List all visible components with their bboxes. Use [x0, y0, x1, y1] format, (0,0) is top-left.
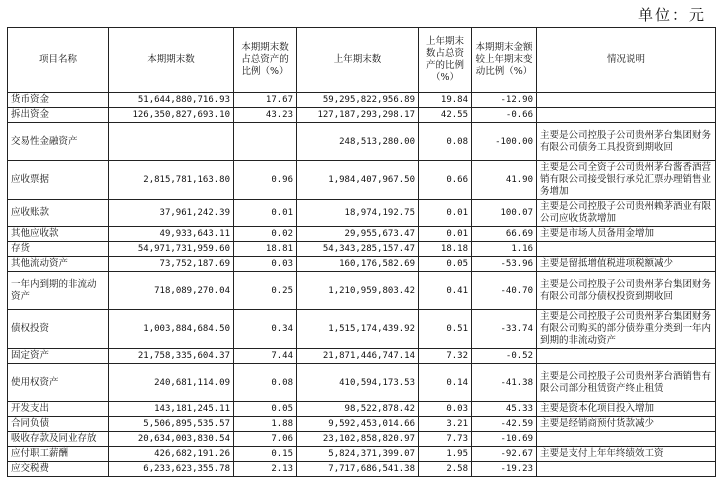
row-change: 66.69: [472, 227, 537, 242]
row-current: [109, 123, 234, 161]
row-current-pct: 2.13: [234, 462, 297, 477]
row-current: 51,644,880,716.93: [109, 93, 234, 108]
row-current-pct: 0.08: [234, 364, 297, 402]
row-prior-pct: 7.32: [419, 349, 472, 364]
row-current: 2,815,781,163.80: [109, 161, 234, 200]
row-current: 54,971,731,959.60: [109, 242, 234, 257]
row-current: 73,752,187.69: [109, 257, 234, 272]
header-prior: 上年期末数: [297, 28, 419, 93]
row-current: 5,506,895,535.57: [109, 417, 234, 432]
row-current-pct: 43.23: [234, 108, 297, 123]
row-current-pct: 7.44: [234, 349, 297, 364]
row-prior: 160,176,582.69: [297, 257, 419, 272]
row-note: 主要是公司控股子公司贵州茅台集团财务有限公司部分债权投资到期收回: [537, 272, 716, 310]
row-item: 货币资金: [8, 93, 109, 108]
row-prior: 9,592,453,014.66: [297, 417, 419, 432]
row-prior: 1,210,959,803.42: [297, 272, 419, 310]
row-change: 100.07: [472, 200, 537, 227]
row-prior-pct: 2.58: [419, 462, 472, 477]
row-change: -92.67: [472, 447, 537, 462]
row-note: 主要是经销商预付货款减少: [537, 417, 716, 432]
row-item: 其他流动资产: [8, 257, 109, 272]
row-note: 主要是公司控股子公司贵州茅台集团财务有限公司购买的部分债券重分类到一年内到期的非流动资产: [537, 310, 716, 349]
row-item: 吸收存款及同业存放: [8, 432, 109, 447]
row-note: [537, 108, 716, 123]
table-row: [8, 417, 716, 432]
row-prior: 7,717,686,541.38: [297, 462, 419, 477]
row-prior: 98,522,878.42: [297, 402, 419, 417]
row-change: 41.90: [472, 161, 537, 200]
header-change: 本期期末金额较上年期末变动比例（%）: [472, 28, 537, 93]
row-prior: 1,515,174,439.92: [297, 310, 419, 349]
row-current-pct: 7.06: [234, 432, 297, 447]
header-item: 项目名称: [8, 28, 109, 93]
row-prior-pct: 0.01: [419, 227, 472, 242]
row-note: 主要是公司全资子公司贵州茅台酱香酒营销有限公司接受银行承兑汇票办理销售业务增加: [537, 161, 716, 200]
row-note: 主要是留抵增值税进项税额减少: [537, 257, 716, 272]
row-change: 45.33: [472, 402, 537, 417]
table-row: [8, 349, 716, 364]
row-item: 存货: [8, 242, 109, 257]
row-prior: 21,871,446,747.14: [297, 349, 419, 364]
row-note: [537, 349, 716, 364]
row-item: 应付职工薪酬: [8, 447, 109, 462]
row-prior-pct: 3.21: [419, 417, 472, 432]
row-prior-pct: 0.08: [419, 123, 472, 161]
row-current: 49,933,643.11: [109, 227, 234, 242]
row-prior-pct: 42.55: [419, 108, 472, 123]
row-item: 使用权资产: [8, 364, 109, 402]
row-item: 应收票据: [8, 161, 109, 200]
row-item: 交易性金融资产: [8, 123, 109, 161]
row-prior-pct: 0.03: [419, 402, 472, 417]
header-prior-pct: 上年期末数占总资产的比例（%）: [419, 28, 472, 93]
row-prior: 29,955,673.47: [297, 227, 419, 242]
header-current: 本期期末数: [109, 28, 234, 93]
row-change: -0.52: [472, 349, 537, 364]
header-current-pct: 本期期末数占总资产的比例（%）: [234, 28, 297, 93]
row-current: 21,758,335,604.37: [109, 349, 234, 364]
row-change: -42.59: [472, 417, 537, 432]
row-current: 143,181,245.11: [109, 402, 234, 417]
table-row: [8, 462, 716, 477]
row-note: [537, 242, 716, 257]
row-current-pct: 0.34: [234, 310, 297, 349]
row-prior: 54,343,285,157.47: [297, 242, 419, 257]
row-current: 718,089,270.04: [109, 272, 234, 310]
row-item: 其他应收款: [8, 227, 109, 242]
row-current: 6,233,623,355.78: [109, 462, 234, 477]
row-prior-pct: 1.95: [419, 447, 472, 462]
row-item: 应收账款: [8, 200, 109, 227]
row-item: 开发支出: [8, 402, 109, 417]
row-note: 主要是公司控股子公司贵州茅台酒销售有限公司部分租赁资产终止租赁: [537, 364, 716, 402]
row-item: 债权投资: [8, 310, 109, 349]
table-row: [8, 200, 716, 227]
table-row: [8, 432, 716, 447]
balance-sheet-changes-table: [7, 27, 716, 477]
row-note: 主要是支付上年年终绩效工资: [537, 447, 716, 462]
row-prior: 5,824,371,399.07: [297, 447, 419, 462]
row-current-pct: 0.96: [234, 161, 297, 200]
row-note: [537, 462, 716, 477]
row-change: -40.70: [472, 272, 537, 310]
row-item: 固定资产: [8, 349, 109, 364]
row-change: -100.00: [472, 123, 537, 161]
table-row: [8, 364, 716, 402]
table-row: [8, 123, 716, 161]
header-row: [8, 28, 716, 93]
row-item: 一年内到期的非流动资产: [8, 272, 109, 310]
header-note: 情况说明: [537, 28, 716, 93]
table-row: [8, 402, 716, 417]
row-current-pct: 0.02: [234, 227, 297, 242]
row-item: 合同负债: [8, 417, 109, 432]
row-prior-pct: 0.41: [419, 272, 472, 310]
row-note: 主要是市场人员备用金增加: [537, 227, 716, 242]
row-note: [537, 432, 716, 447]
row-change: 1.16: [472, 242, 537, 257]
row-current-pct: 0.05: [234, 402, 297, 417]
row-prior-pct: 0.05: [419, 257, 472, 272]
row-change: -33.74: [472, 310, 537, 349]
row-change: -19.23: [472, 462, 537, 477]
row-prior-pct: 0.01: [419, 200, 472, 227]
row-prior-pct: 0.51: [419, 310, 472, 349]
row-current: 240,681,114.09: [109, 364, 234, 402]
row-change: -53.96: [472, 257, 537, 272]
table-row: [8, 161, 716, 200]
row-note: 主要是资本化项目投入增加: [537, 402, 716, 417]
row-note: [537, 93, 716, 108]
unit-label: 单位：元: [637, 6, 706, 24]
table-row: [8, 447, 716, 462]
row-prior: 127,187,293,298.17: [297, 108, 419, 123]
row-prior-pct: 7.73: [419, 432, 472, 447]
row-change: -0.66: [472, 108, 537, 123]
row-change: -10.69: [472, 432, 537, 447]
table-row: [8, 108, 716, 123]
row-current: 37,961,242.39: [109, 200, 234, 227]
row-prior: 248,513,280.00: [297, 123, 419, 161]
row-prior-pct: 0.14: [419, 364, 472, 402]
row-item: 拆出资金: [8, 108, 109, 123]
row-current-pct: 0.15: [234, 447, 297, 462]
row-prior: 410,594,173.53: [297, 364, 419, 402]
row-note: 主要是公司控股子公司贵州茅台集团财务有限公司债务工具投资到期收回: [537, 123, 716, 161]
row-prior: 1,984,407,967.50: [297, 161, 419, 200]
row-prior: 18,974,192.75: [297, 200, 419, 227]
row-current-pct: 0.01: [234, 200, 297, 227]
row-current-pct: 0.03: [234, 257, 297, 272]
row-item: 应交税费: [8, 462, 109, 477]
table-row: [8, 93, 716, 108]
table-row: [8, 272, 716, 310]
row-change: -12.90: [472, 93, 537, 108]
table-row: [8, 242, 716, 257]
row-current-pct: [234, 123, 297, 161]
row-prior: 23,102,858,820.97: [297, 432, 419, 447]
row-prior-pct: 18.18: [419, 242, 472, 257]
table-row: [8, 257, 716, 272]
row-current: 1,003,884,684.50: [109, 310, 234, 349]
row-current: 426,682,191.26: [109, 447, 234, 462]
row-current: 20,634,003,830.54: [109, 432, 234, 447]
row-current: 126,350,827,693.10: [109, 108, 234, 123]
row-current-pct: 1.88: [234, 417, 297, 432]
row-note: 主要是公司控股子公司贵州赖茅酒业有限公司应收货款增加: [537, 200, 716, 227]
row-current-pct: 18.81: [234, 242, 297, 257]
table-row: [8, 310, 716, 349]
row-prior-pct: 0.66: [419, 161, 472, 200]
row-prior-pct: 19.84: [419, 93, 472, 108]
row-change: -41.38: [472, 364, 537, 402]
row-current-pct: 0.25: [234, 272, 297, 310]
table-row: [8, 227, 716, 242]
row-prior: 59,295,822,956.89: [297, 93, 419, 108]
row-current-pct: 17.67: [234, 93, 297, 108]
